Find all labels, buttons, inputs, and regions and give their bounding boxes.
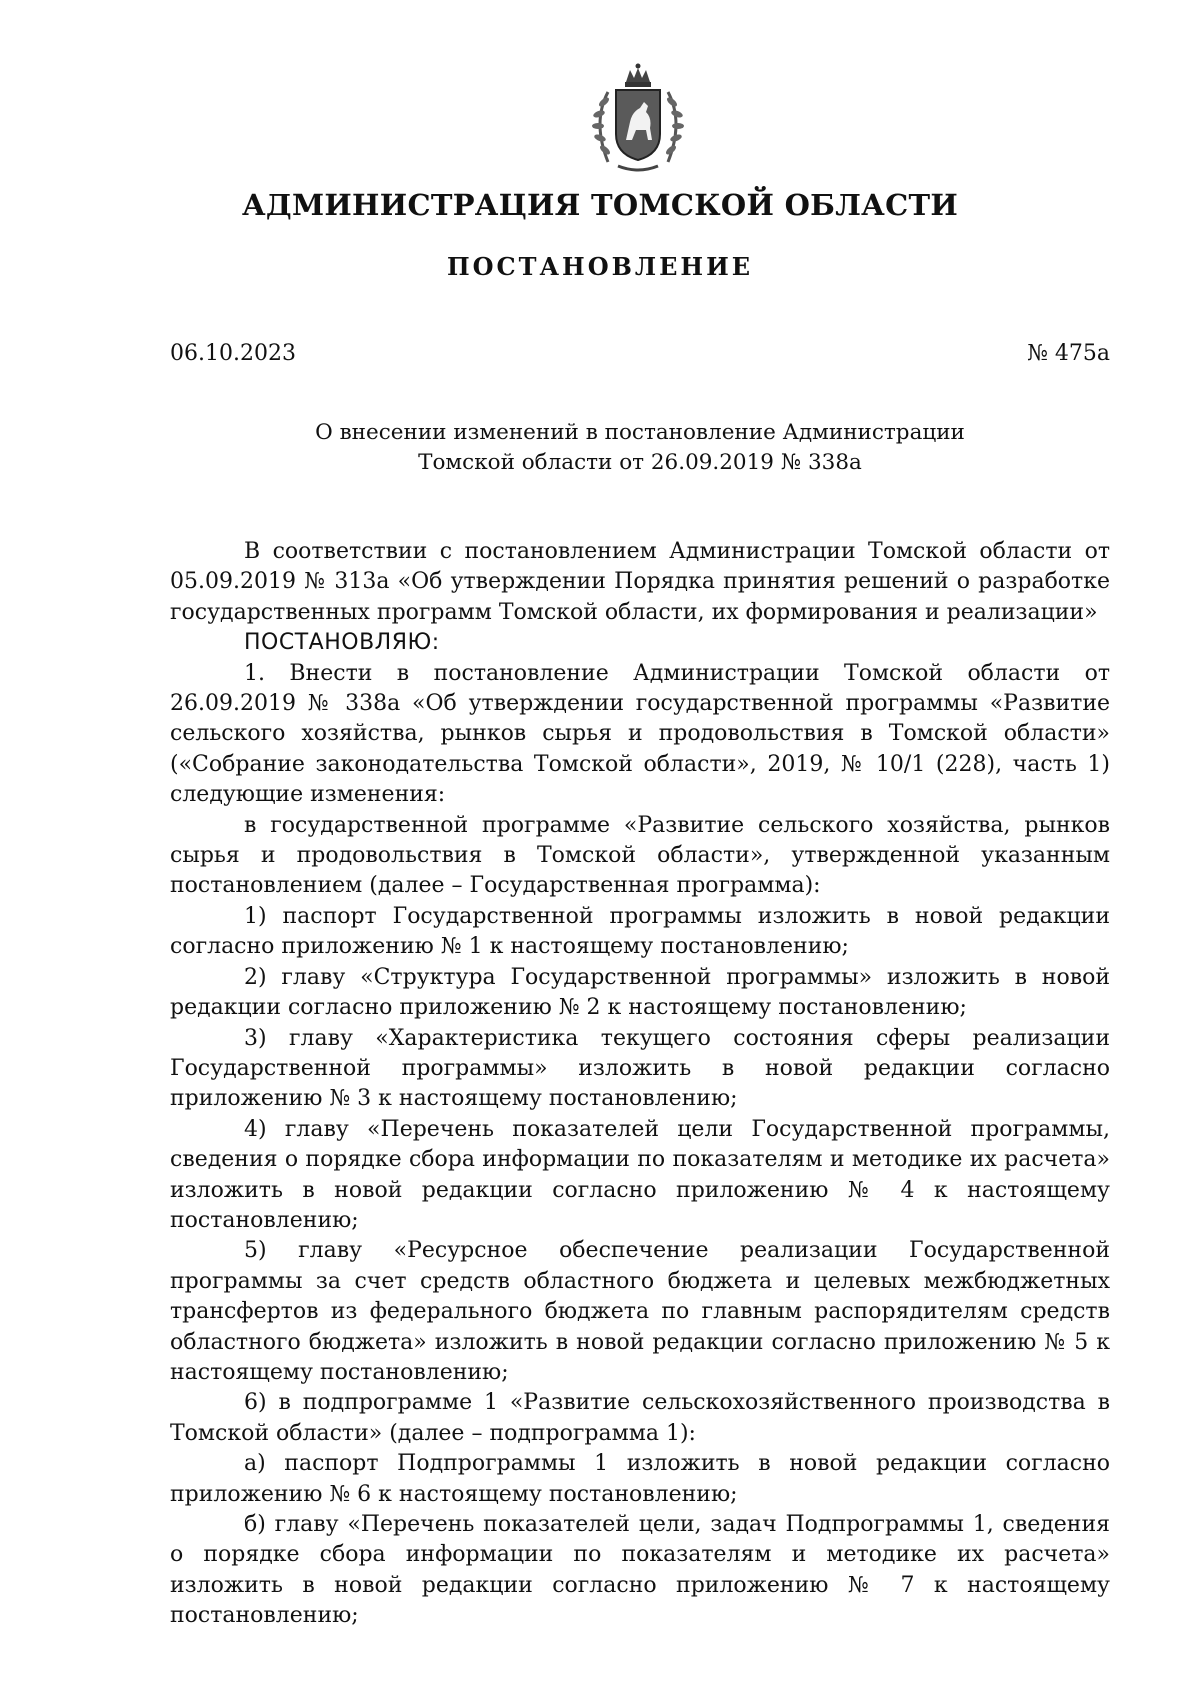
document-date: 06.10.2023 xyxy=(170,340,296,366)
body-paragraph: в государственной программе «Развитие сельского хозяйства, рынков сырья и продовольствия в Томской области», утвержденной указанным постановлением (далее – Государственная программа): xyxy=(170,812,1110,899)
document-number: № 475а xyxy=(1027,340,1110,366)
document-body xyxy=(170,537,1110,1632)
document-meta xyxy=(170,338,1110,368)
organization-title: АДМИНИСТРАЦИЯ ТОМСКОЙ ОБЛАСТИ xyxy=(241,188,959,222)
body-paragraph: 6) в подпрограмме 1 «Развитие сельскохозяйственного производства в Томской области» (далее – подпрограмма 1): xyxy=(170,1390,1110,1446)
body-paragraph: 2) главу «Структура Государственной программы» изложить в новой редакции согласно приложению № 2 к настоящему постановлению; xyxy=(170,964,1110,1021)
body-paragraph: а) паспорт Подпрограммы 1 изложить в новой редакции согласно приложению № 6 к настоящему постановлению; xyxy=(170,1451,1110,1507)
body-paragraph: 1. Внести в постановление Администрации Томской области от 26.09.2019 № 338а «Об утверждении государственной программы «Развитие сельского хозяйства, рынков сырья и продовольствия в Томской области» («Собрание законодательства Томской области», 2019, № 10/1 (228), часть 1) следующие изменения: xyxy=(170,660,1110,808)
body-paragraph: 1) паспорт Государственной программы изложить в новой редакции согласно приложению № 1 к настоящему постановлению; xyxy=(170,903,1110,960)
document-type: ПОСТАНОВЛЕНИЕ xyxy=(446,252,754,281)
body-paragraph: б) главу «Перечень показателей цели, задач Подпрограммы 1, сведения о порядке сбора информации по показателям и методике их расчета» изложить в новой редакции согласно приложению № 7 к настоящему постановлению; xyxy=(170,1512,1110,1629)
tomsk-coat-of-arms-icon xyxy=(578,62,698,180)
document-subject xyxy=(250,418,1030,478)
body-paragraph: 3) главу «Характеристика текущего состояния сферы реализации Государственной программы» изложить в новой редакции согласно приложению № 3 к настоящему постановлению; xyxy=(170,1025,1110,1112)
decree-word: ПОСТАНОВЛЯЮ: xyxy=(244,630,440,656)
subject-line: О внесении изменений в постановление Администрации xyxy=(315,420,965,445)
preamble-paragraph: В соответствии с постановлением Администрации Томской области от 05.09.2019 № 313а «Об утверждении Порядка принятия решений о разработке государственных программ Томской области, их формирования и реализации» xyxy=(170,539,1110,625)
body-paragraph: 4) главу «Перечень показателей цели Государственной программы, сведения о порядке сбора информации по показателям и методике их расчета» изложить в новой редакции согласно приложению № 4 к настоящему постановлению; xyxy=(170,1116,1110,1233)
body-paragraph: 5) главу «Ресурсное обеспечение реализации Государственной программы за счет средств областного бюджета и целевых межбюджетных трансфертов из федерального бюджета по главным распорядителям средств областного бюджета» изложить в новой редакции согласно приложению № 5 к настоящему постановлению; xyxy=(170,1238,1110,1385)
subject-line: Томской области от 26.09.2019 № 338а xyxy=(418,450,862,475)
